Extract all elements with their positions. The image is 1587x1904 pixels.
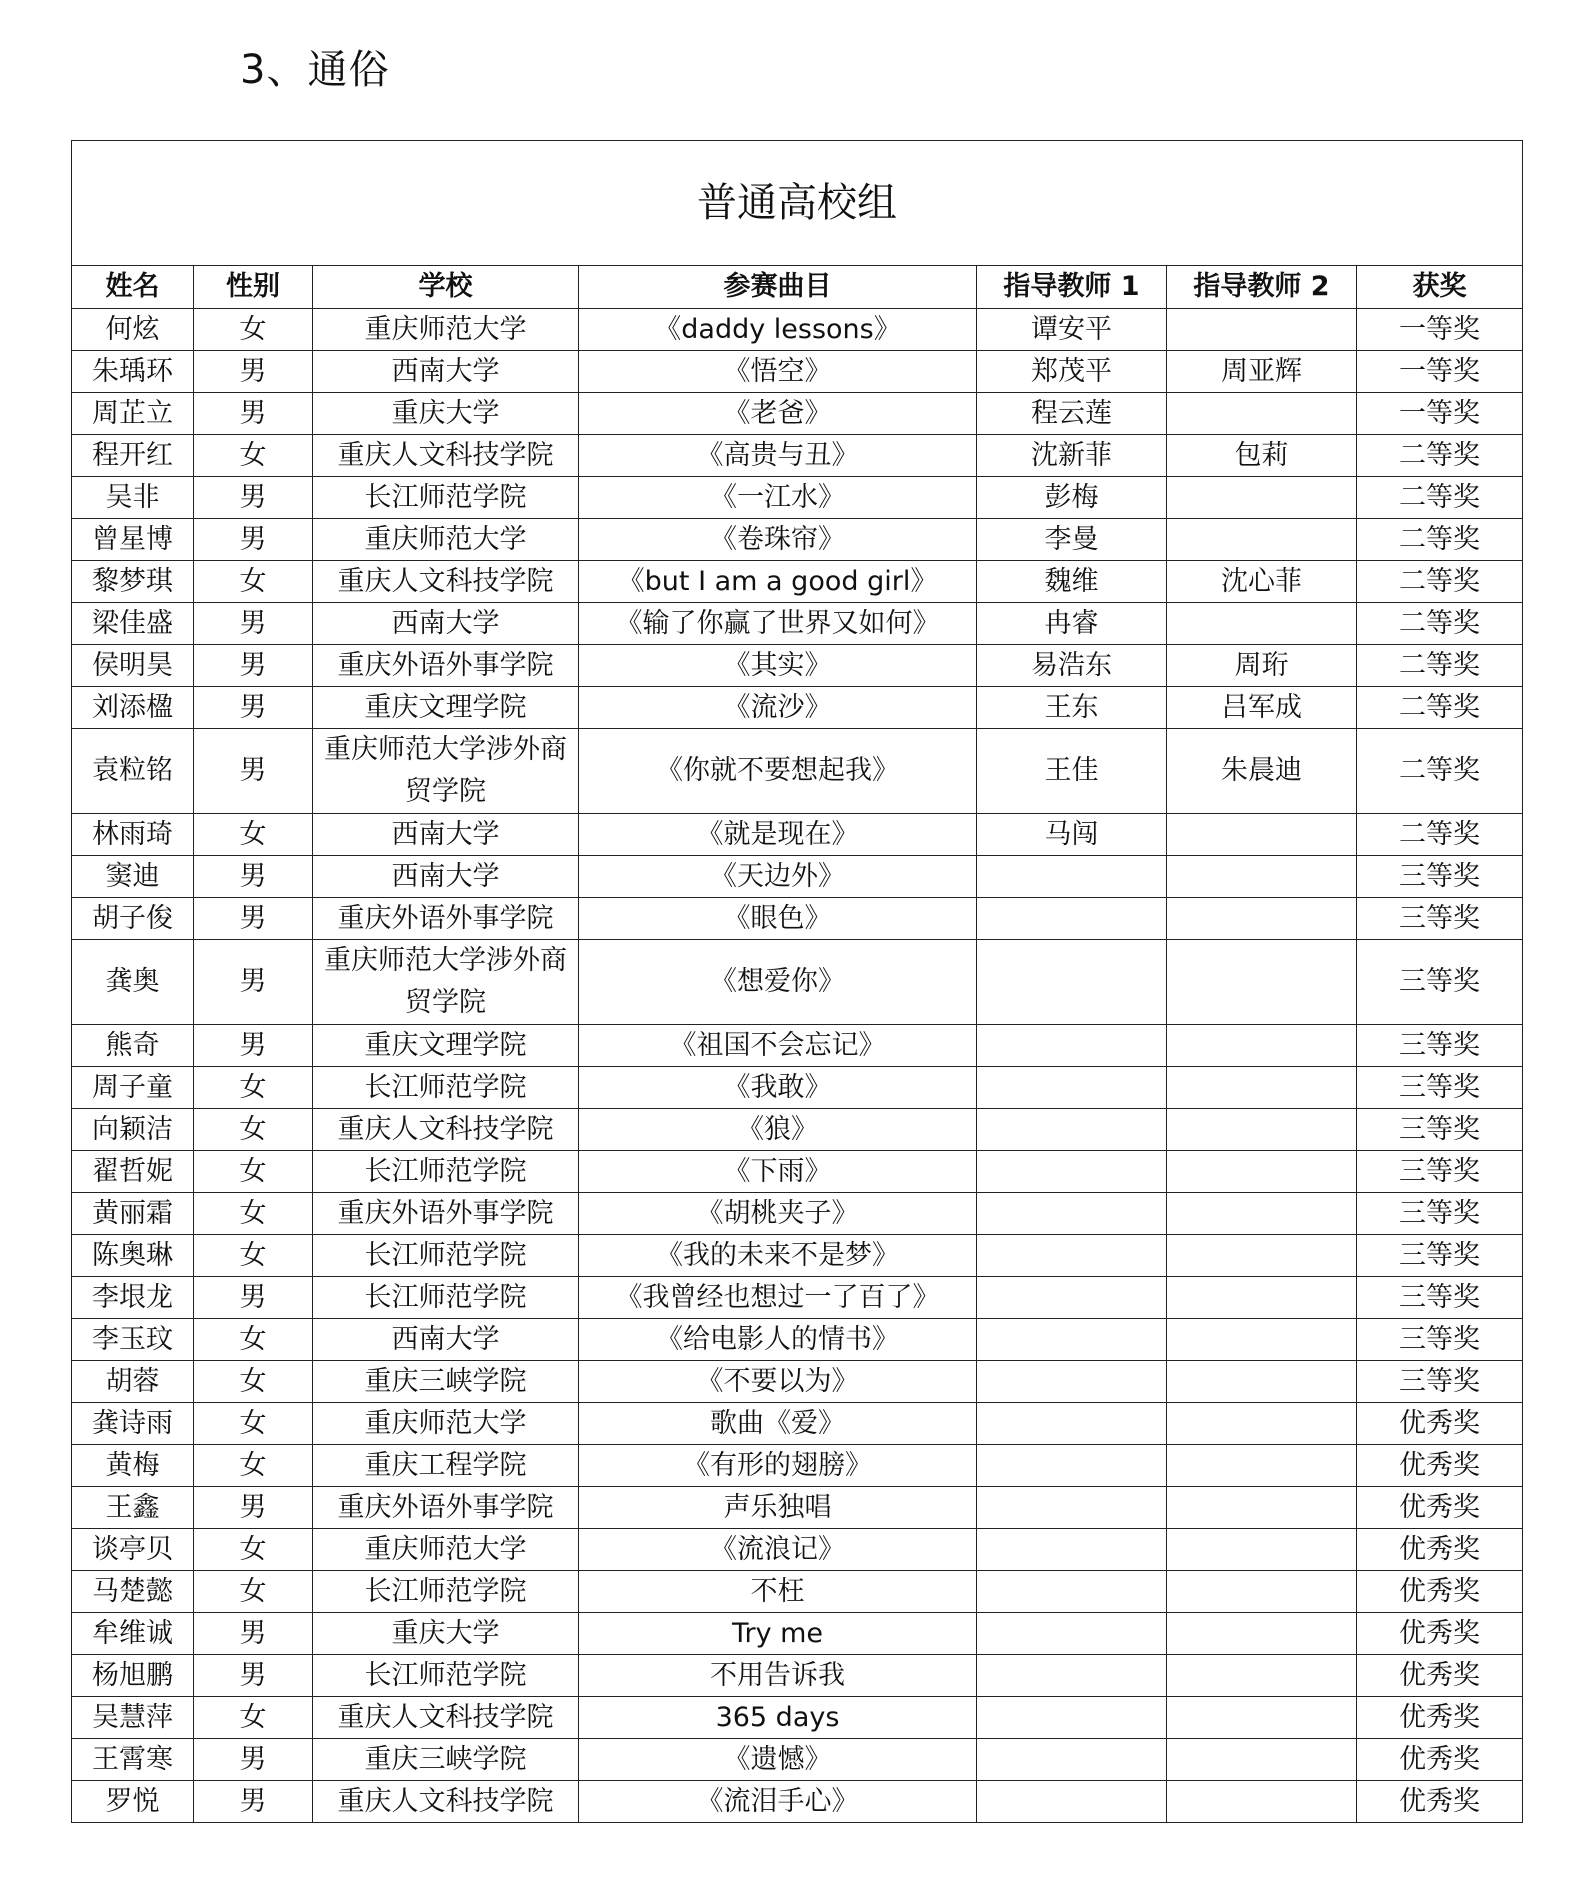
cell-teacher1 [977,1277,1167,1319]
cell-school: 长江师范学院 [313,1067,579,1109]
cell-teacher1 [977,1445,1167,1487]
cell-teacher2 [1167,519,1357,561]
cell-teacher1: 郑茂平 [977,351,1167,393]
cell-award: 二等奖 [1357,645,1523,687]
cell-gender: 男 [194,687,313,729]
table-row [72,1445,1523,1487]
cell-teacher1: 易浩东 [977,645,1167,687]
cell-teacher2 [1167,1235,1357,1277]
cell-gender: 男 [194,856,313,898]
cell-school: 西南大学 [313,351,579,393]
table-row [72,1613,1523,1655]
cell-name: 罗悦 [72,1781,194,1823]
table-row [72,1697,1523,1739]
cell-gender: 女 [194,1319,313,1361]
table-row [72,1235,1523,1277]
cell-teacher1 [977,1193,1167,1235]
header-row [72,266,1523,309]
cell-teacher2 [1167,1697,1357,1739]
cell-teacher2 [1167,1739,1357,1781]
cell-name: 杨旭鹏 [72,1655,194,1697]
cell-gender: 女 [194,1445,313,1487]
cell-school: 重庆师范大学涉外商贸学院 [313,940,579,1025]
table-row [72,393,1523,435]
cell-award: 优秀奖 [1357,1487,1523,1529]
cell-name: 龚诗雨 [72,1403,194,1445]
table-row [72,1361,1523,1403]
cell-teacher2 [1167,814,1357,856]
cell-gender: 女 [194,1361,313,1403]
cell-award: 优秀奖 [1357,1529,1523,1571]
cell-school: 长江师范学院 [313,477,579,519]
cell-song: 《流沙》 [579,687,977,729]
cell-school: 重庆大学 [313,393,579,435]
table-row [72,519,1523,561]
cell-award: 二等奖 [1357,519,1523,561]
cell-school: 重庆师范大学 [313,519,579,561]
cell-gender: 男 [194,898,313,940]
cell-song: 《老爸》 [579,393,977,435]
table-row [72,1781,1523,1823]
cell-award: 优秀奖 [1357,1571,1523,1613]
cell-teacher1 [977,1529,1167,1571]
table-row [72,1319,1523,1361]
cell-school: 重庆师范大学 [313,1403,579,1445]
cell-teacher1 [977,1403,1167,1445]
cell-teacher2 [1167,1403,1357,1445]
cell-gender: 男 [194,1781,313,1823]
cell-gender: 女 [194,1403,313,1445]
cell-teacher1 [977,1487,1167,1529]
table-row [72,309,1523,351]
cell-teacher2 [1167,603,1357,645]
cell-name: 谈亭贝 [72,1529,194,1571]
cell-award: 三等奖 [1357,856,1523,898]
cell-song: 《输了你赢了世界又如何》 [579,603,977,645]
cell-school: 重庆外语外事学院 [313,1487,579,1529]
table-row [72,1403,1523,1445]
table-row [72,1109,1523,1151]
cell-school: 重庆人文科技学院 [313,1109,579,1151]
header-name: 姓名 [72,266,194,309]
cell-gender: 男 [194,1277,313,1319]
cell-school: 西南大学 [313,603,579,645]
cell-school: 重庆文理学院 [313,687,579,729]
table-row [72,1487,1523,1529]
cell-teacher2 [1167,1109,1357,1151]
cell-teacher1 [977,1781,1167,1823]
cell-song: Try me [579,1613,977,1655]
results-table [71,140,1523,1823]
cell-teacher1 [977,1613,1167,1655]
cell-teacher2 [1167,1655,1357,1697]
cell-gender: 女 [194,1571,313,1613]
table-row [72,603,1523,645]
cell-award: 优秀奖 [1357,1445,1523,1487]
cell-teacher2 [1167,309,1357,351]
cell-song: 《我敢》 [579,1067,977,1109]
table-row [72,561,1523,603]
table-row [72,856,1523,898]
table-row [72,645,1523,687]
cell-teacher2 [1167,856,1357,898]
cell-teacher1 [977,1655,1167,1697]
cell-name: 林雨琦 [72,814,194,856]
cell-song: 《悟空》 [579,351,977,393]
cell-name: 黎梦琪 [72,561,194,603]
cell-song: 《其实》 [579,645,977,687]
cell-gender: 女 [194,435,313,477]
cell-school: 重庆师范大学 [313,1529,579,1571]
cell-gender: 男 [194,940,313,1025]
table-row [72,1529,1523,1571]
cell-gender: 女 [194,1151,313,1193]
cell-teacher1 [977,1361,1167,1403]
table-row [72,351,1523,393]
cell-school: 重庆师范大学 [313,309,579,351]
cell-name: 牟维诚 [72,1613,194,1655]
cell-award: 三等奖 [1357,1235,1523,1277]
cell-teacher2 [1167,898,1357,940]
header-award: 获奖 [1357,266,1523,309]
cell-school: 长江师范学院 [313,1571,579,1613]
cell-gender: 男 [194,393,313,435]
cell-name: 马楚懿 [72,1571,194,1613]
table-row [72,1277,1523,1319]
table-row [72,1151,1523,1193]
cell-school: 重庆外语外事学院 [313,645,579,687]
cell-name: 侯明昊 [72,645,194,687]
cell-name: 吴慧萍 [72,1697,194,1739]
cell-song: 《but I am a good girl》 [579,561,977,603]
cell-teacher2: 周珩 [1167,645,1357,687]
cell-teacher2 [1167,1067,1357,1109]
cell-name: 程开红 [72,435,194,477]
table-row [72,435,1523,477]
cell-teacher1 [977,856,1167,898]
cell-award: 三等奖 [1357,1067,1523,1109]
cell-name: 窦迪 [72,856,194,898]
cell-school: 西南大学 [313,856,579,898]
cell-gender: 男 [194,351,313,393]
cell-teacher2 [1167,940,1357,1025]
cell-teacher1: 马闯 [977,814,1167,856]
cell-teacher2 [1167,1613,1357,1655]
cell-name: 向颖洁 [72,1109,194,1151]
table-row [72,1571,1523,1613]
cell-award: 一等奖 [1357,309,1523,351]
cell-teacher2 [1167,1319,1357,1361]
cell-song: 歌曲《爱》 [579,1403,977,1445]
cell-teacher2: 包莉 [1167,435,1357,477]
table-row [72,687,1523,729]
cell-school: 重庆人文科技学院 [313,435,579,477]
cell-award: 一等奖 [1357,393,1523,435]
cell-award: 二等奖 [1357,687,1523,729]
cell-gender: 女 [194,1529,313,1571]
cell-name: 李垠龙 [72,1277,194,1319]
cell-song: 《有形的翅膀》 [579,1445,977,1487]
cell-gender: 女 [194,561,313,603]
header-teacher1: 指导教师 1 [977,266,1167,309]
cell-school: 重庆工程学院 [313,1445,579,1487]
cell-teacher2 [1167,1361,1357,1403]
cell-teacher1: 李曼 [977,519,1167,561]
cell-song: 《想爱你》 [579,940,977,1025]
cell-gender: 女 [194,1193,313,1235]
header-song: 参赛曲目 [579,266,977,309]
cell-song: 《天边外》 [579,856,977,898]
cell-teacher2 [1167,1487,1357,1529]
cell-award: 优秀奖 [1357,1403,1523,1445]
cell-award: 优秀奖 [1357,1613,1523,1655]
cell-song: 《眼色》 [579,898,977,940]
cell-song: 声乐独唱 [579,1487,977,1529]
cell-name: 刘添楹 [72,687,194,729]
cell-teacher1: 魏维 [977,561,1167,603]
cell-song: 《我曾经也想过一了百了》 [579,1277,977,1319]
cell-song: 《流泪手心》 [579,1781,977,1823]
cell-song: 《不要以为》 [579,1361,977,1403]
cell-school: 重庆大学 [313,1613,579,1655]
cell-gender: 女 [194,1109,313,1151]
cell-teacher2 [1167,1277,1357,1319]
cell-name: 黄丽霜 [72,1193,194,1235]
cell-gender: 男 [194,1739,313,1781]
cell-name: 王鑫 [72,1487,194,1529]
cell-teacher2: 周亚辉 [1167,351,1357,393]
cell-name: 袁粒铭 [72,729,194,814]
cell-song: 《高贵与丑》 [579,435,977,477]
cell-school: 西南大学 [313,1319,579,1361]
cell-award: 二等奖 [1357,603,1523,645]
cell-teacher1 [977,1025,1167,1067]
cell-song: 《给电影人的情书》 [579,1319,977,1361]
table-row [72,814,1523,856]
cell-award: 一等奖 [1357,351,1523,393]
cell-gender: 男 [194,729,313,814]
cell-name: 梁佳盛 [72,603,194,645]
cell-award: 二等奖 [1357,561,1523,603]
cell-name: 曾星博 [72,519,194,561]
cell-teacher1: 冉睿 [977,603,1167,645]
cell-teacher1 [977,1571,1167,1613]
cell-name: 胡蓉 [72,1361,194,1403]
cell-name: 朱瑀环 [72,351,194,393]
cell-award: 三等奖 [1357,1277,1523,1319]
cell-gender: 男 [194,645,313,687]
cell-song: 《一江水》 [579,477,977,519]
cell-award: 二等奖 [1357,729,1523,814]
cell-name: 熊奇 [72,1025,194,1067]
cell-gender: 男 [194,1025,313,1067]
cell-award: 三等奖 [1357,1319,1523,1361]
cell-teacher2 [1167,393,1357,435]
cell-school: 重庆人文科技学院 [313,1697,579,1739]
cell-award: 优秀奖 [1357,1739,1523,1781]
cell-song: 《胡桃夹子》 [579,1193,977,1235]
cell-teacher1 [977,1109,1167,1151]
cell-teacher1 [977,1235,1167,1277]
table-title-row [72,141,1523,266]
table-row [72,729,1523,814]
cell-name: 周子童 [72,1067,194,1109]
cell-school: 西南大学 [313,814,579,856]
cell-name: 陈奥琳 [72,1235,194,1277]
cell-teacher2 [1167,1529,1357,1571]
cell-gender: 男 [194,1655,313,1697]
cell-teacher2: 吕军成 [1167,687,1357,729]
cell-song: 《daddy lessons》 [579,309,977,351]
header-school: 学校 [313,266,579,309]
cell-teacher1: 王东 [977,687,1167,729]
cell-song: 365 days [579,1697,977,1739]
cell-song: 《我的未来不是梦》 [579,1235,977,1277]
cell-award: 三等奖 [1357,898,1523,940]
cell-award: 三等奖 [1357,1109,1523,1151]
cell-teacher1: 王佳 [977,729,1167,814]
cell-school: 重庆外语外事学院 [313,898,579,940]
cell-teacher2 [1167,1193,1357,1235]
cell-award: 优秀奖 [1357,1697,1523,1739]
cell-award: 三等奖 [1357,1361,1523,1403]
cell-teacher2: 朱晨迪 [1167,729,1357,814]
cell-gender: 女 [194,1697,313,1739]
cell-award: 优秀奖 [1357,1655,1523,1697]
cell-song: 《卷珠帘》 [579,519,977,561]
cell-teacher2 [1167,477,1357,519]
header-teacher2: 指导教师 2 [1167,266,1357,309]
cell-teacher1: 沈新菲 [977,435,1167,477]
table-row [72,898,1523,940]
cell-award: 二等奖 [1357,814,1523,856]
cell-name: 胡子俊 [72,898,194,940]
cell-school: 重庆三峡学院 [313,1739,579,1781]
cell-teacher1 [977,1697,1167,1739]
cell-award: 三等奖 [1357,1025,1523,1067]
table-row [72,1655,1523,1697]
cell-teacher2 [1167,1151,1357,1193]
table-row [72,1739,1523,1781]
cell-teacher2 [1167,1025,1357,1067]
cell-song: 《流浪记》 [579,1529,977,1571]
cell-school: 长江师范学院 [313,1235,579,1277]
cell-gender: 男 [194,1613,313,1655]
cell-name: 周芷立 [72,393,194,435]
cell-school: 长江师范学院 [313,1151,579,1193]
cell-gender: 男 [194,519,313,561]
cell-song: 《你就不要想起我》 [579,729,977,814]
cell-name: 何炫 [72,309,194,351]
cell-award: 二等奖 [1357,477,1523,519]
cell-school: 重庆文理学院 [313,1025,579,1067]
cell-name: 李玉玟 [72,1319,194,1361]
cell-award: 优秀奖 [1357,1781,1523,1823]
cell-song: 不用告诉我 [579,1655,977,1697]
cell-school: 长江师范学院 [313,1655,579,1697]
cell-teacher1: 程云莲 [977,393,1167,435]
cell-gender: 男 [194,603,313,645]
section-heading: 3、通俗 [240,47,390,93]
cell-teacher1: 彭梅 [977,477,1167,519]
cell-name: 翟哲妮 [72,1151,194,1193]
cell-name: 王霄寒 [72,1739,194,1781]
cell-teacher1 [977,1319,1167,1361]
cell-school: 长江师范学院 [313,1277,579,1319]
table-row [72,1025,1523,1067]
cell-gender: 女 [194,1235,313,1277]
cell-school: 重庆外语外事学院 [313,1193,579,1235]
cell-school: 重庆三峡学院 [313,1361,579,1403]
cell-gender: 男 [194,477,313,519]
cell-song: 《下雨》 [579,1151,977,1193]
cell-teacher1 [977,1151,1167,1193]
cell-teacher1 [977,940,1167,1025]
cell-award: 三等奖 [1357,1193,1523,1235]
cell-teacher1 [977,898,1167,940]
cell-name: 吴非 [72,477,194,519]
table-title: 普通高校组 [72,141,1523,266]
cell-school: 重庆师范大学涉外商贸学院 [313,729,579,814]
cell-teacher1: 谭安平 [977,309,1167,351]
table-row [72,1193,1523,1235]
cell-gender: 男 [194,1487,313,1529]
cell-award: 三等奖 [1357,940,1523,1025]
cell-school: 重庆人文科技学院 [313,1781,579,1823]
table-row [72,1067,1523,1109]
cell-gender: 女 [194,814,313,856]
cell-song: 《狼》 [579,1109,977,1151]
cell-school: 重庆人文科技学院 [313,561,579,603]
cell-teacher2 [1167,1781,1357,1823]
table-row [72,477,1523,519]
header-gender: 性别 [194,266,313,309]
cell-gender: 女 [194,1067,313,1109]
table-row [72,940,1523,1025]
cell-song: 《遗憾》 [579,1739,977,1781]
cell-gender: 女 [194,309,313,351]
cell-teacher1 [977,1067,1167,1109]
cell-award: 三等奖 [1357,1151,1523,1193]
cell-song: 不枉 [579,1571,977,1613]
cell-name: 黄梅 [72,1445,194,1487]
cell-name: 龚奥 [72,940,194,1025]
cell-song: 《就是现在》 [579,814,977,856]
cell-award: 二等奖 [1357,435,1523,477]
cell-teacher2 [1167,1571,1357,1613]
cell-teacher1 [977,1739,1167,1781]
cell-teacher2 [1167,1445,1357,1487]
cell-teacher2: 沈心菲 [1167,561,1357,603]
cell-song: 《祖国不会忘记》 [579,1025,977,1067]
